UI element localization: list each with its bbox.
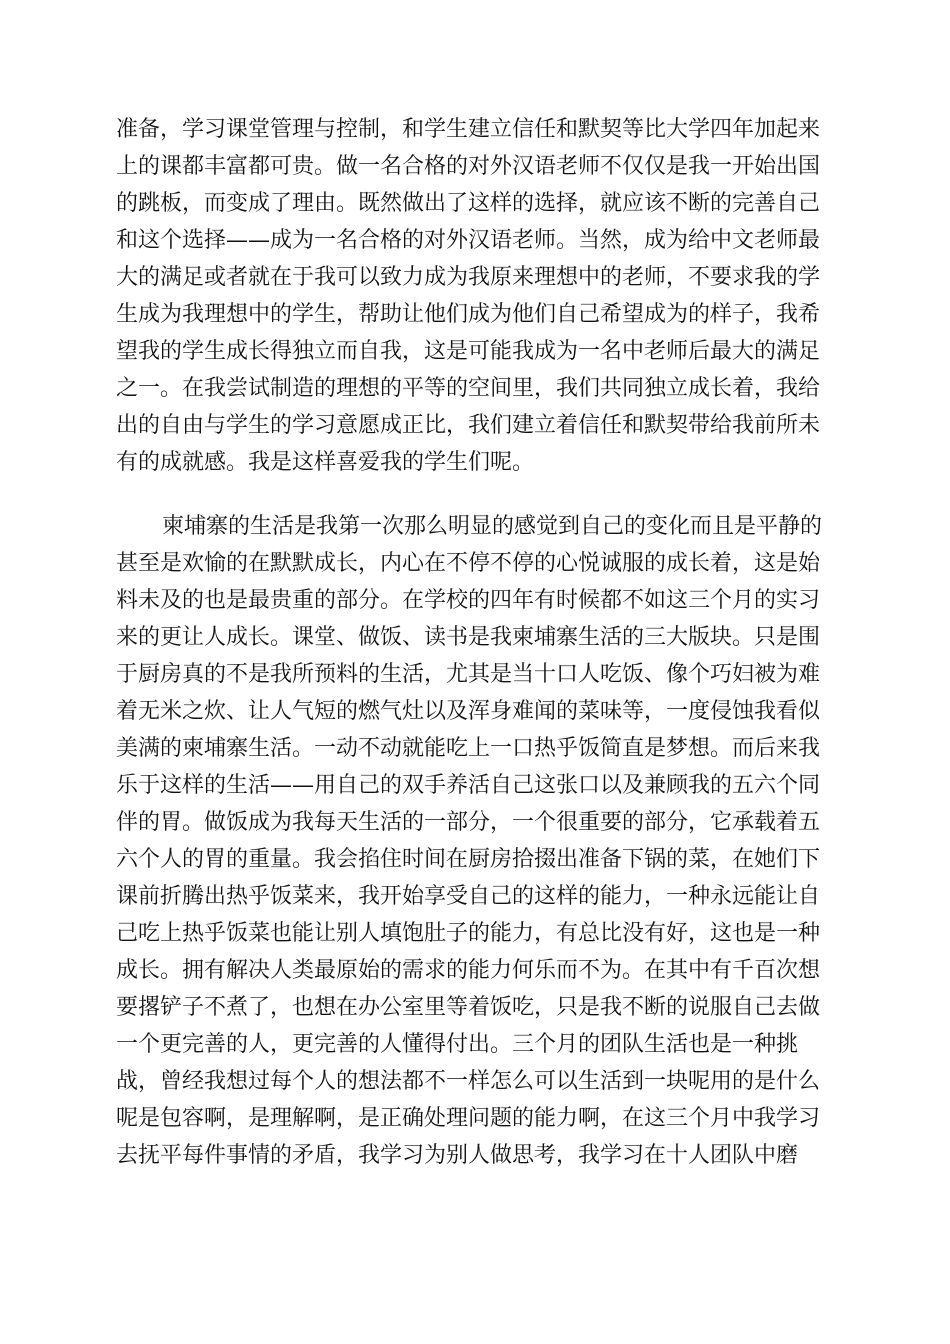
text-line: 要撂铲子不煮了，也想在办公室里等着饭吃，只是我不断的说服自己去做 [116, 995, 821, 1020]
text-line: 呢是包容啊，是理解啊，是正确处理问题的能力啊，在这三个月中我学习 [116, 1106, 821, 1131]
text-line: 战，曾经我想过每个人的想法都不一样怎么可以生活到一块呢用的是什么 [116, 1069, 821, 1094]
text-line: 伴的胃。做饭成为我每天生活的一部分，一个很重要的部分，它承载着五 [116, 810, 821, 835]
text-line: 己吃上热乎饭菜也能让别人填饱肚子的能力，有总比没有好，这也是一种 [116, 921, 821, 946]
text-line: 的跳板，而变成了理由。既然做出了这样的选择，就应该不断的完善自己 [116, 191, 821, 216]
text-line: 和这个选择——成为一名合格的对外汉语老师。当然，成为给中文老师最 [116, 228, 821, 253]
text-line: 去抚平每件事情的矛盾，我学习为别人做思考，我学习在十人团队中磨 [116, 1143, 799, 1168]
text-line: 上的课都丰富都可贵。做一名合格的对外汉语老师不仅仅是我一开始出国 [116, 154, 821, 179]
text-line: 六个人的胃的重量。我会掐住时间在厨房拾掇出准备下锅的菜，在她们下 [116, 847, 821, 872]
paragraph-1 [116, 111, 820, 481]
text-line: 甚至是欢愉的在默默成长，内心在不停不停的心悦诚服的成长着，这是始 [116, 551, 821, 576]
text-line: 成长。拥有解决人类最原始的需求的能力何乐而不为。在其中有千百次想 [116, 958, 821, 983]
text-line: 柬埔寨的生活是我第一次那么明显的感觉到自己的变化而且是平静的 [162, 514, 823, 539]
text-line: 来的更让人成长。课堂、做饭、读书是我柬埔寨生活的三大版块。只是围 [116, 625, 821, 650]
text-line: 准备，学习课堂管理与控制，和学生建立信任和默契等比大学四年加起来 [116, 117, 821, 142]
text-line: 生成为我理想中的学生，帮助让他们成为他们自己希望成为的样子，我希 [116, 302, 821, 327]
text-line: 望我的学生成长得独立而自我，这是可能我成为一名中老师后最大的满足 [116, 339, 821, 364]
text-line: 料未及的也是最贵重的部分。在学校的四年有时候都不如这三个月的实习 [116, 588, 821, 613]
text-line: 大的满足或者就在于我可以致力成为我原来理想中的老师，不要求我的学 [116, 265, 821, 290]
text-line: 美满的柬埔寨生活。一动不动就能吃上一口热乎饭简直是梦想。而后来我 [116, 736, 821, 761]
text-line: 出的自由与学生的学习意愿成正比，我们建立着信任和默契带给我前所未 [116, 413, 821, 438]
text-line: 有的成就感。我是这样喜爱我的学生们呢。 [116, 450, 535, 475]
paragraph-2 [116, 508, 822, 1174]
text-line: 着无米之炊、让人气短的燃气灶以及浑身难闻的菜味等，一度侵蚀我看似 [116, 699, 821, 724]
text-line: 一个更完善的人，更完善的人懂得付出。三个月的团队生活也是一种挑 [116, 1032, 799, 1057]
text-line: 之一。在我尝试制造的理想的平等的空间里，我们共同独立成长着，我给 [116, 376, 821, 401]
text-line: 课前折腾出热乎饭菜来，我开始享受自己的这样的能力，一种永远能让自 [116, 884, 821, 909]
text-line: 乐于这样的生活——用自己的双手养活自己这张口以及兼顾我的五六个同 [116, 773, 821, 798]
text-line: 于厨房真的不是我所预料的生活，尤其是当十口人吃饭、像个巧妇被为难 [116, 662, 821, 687]
